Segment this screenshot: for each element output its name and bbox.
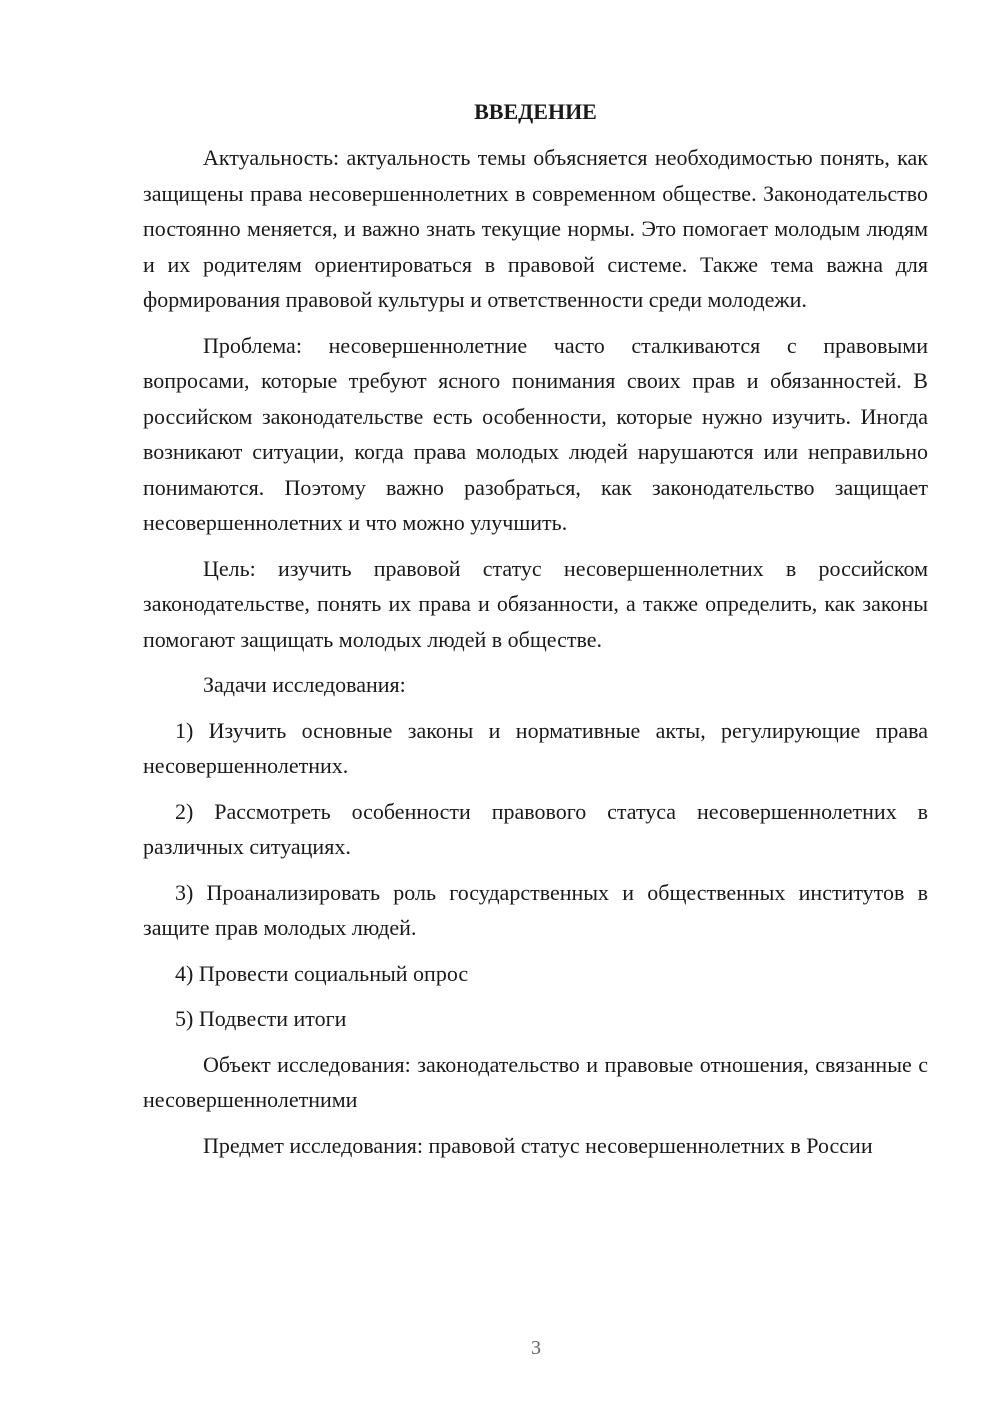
page-number: 3	[531, 1337, 541, 1359]
paragraph-relevance: Актуальность: актуальность темы объясняется необходимостью понять, как защищены права несовершеннолетних в современном обществе. Законодательство постоянно меняется, и важно знать текущие нормы. Это помогает молодым людям и их родителям ориентироваться в правовой системе. Также тема важна для формирования правовой культуры и ответственности среди молодежи.	[143, 145, 928, 312]
tasks-heading: Задачи исследования:	[203, 672, 406, 697]
paragraph-object: Объект исследования: законодательство и правовые отношения, связанные с несовершеннолетними	[143, 1051, 928, 1112]
task-item-4: 4) Провести социальный опрос	[175, 960, 469, 986]
paragraph-problem: Проблема: несовершеннолетние часто сталкиваются с правовыми вопросами, которые требуют ясного понимания своих прав и обязанностей. В российском законодательстве есть особенности, которые нужно изучить. Иногда возникают ситуации, когда права молодых людей нарушаются или неправильно понимаются. Поэтому важно разобраться, как законодательство защищает несовершеннолетних и что можно улучшить.	[143, 332, 928, 535]
section-title: ВВЕДЕНИЕ	[474, 99, 597, 124]
task-item-3: 3) Проанализировать роль государственных и общественных институтов в защите прав молодых людей.	[143, 879, 928, 940]
paragraph-goal: Цель: изучить правовой статус несовершеннолетних в российском законодательстве, понять их права и обязанности, а также определить, как законы помогают защищать молодых людей в обществе.	[143, 555, 928, 652]
task-item-5: 5) Подвести итоги	[175, 1006, 347, 1031]
page-content	[143, 94, 928, 1173]
paragraph-subject: Предмет исследования: правовой статус несовершеннолетних в России	[203, 1132, 873, 1158]
task-item-2: 2) Рассмотреть особенности правового статуса несовершеннолетних в различных ситуациях.	[143, 798, 928, 859]
task-item-1: 1) Изучить основные законы и нормативные акты, регулирующие права несовершеннолетних.	[143, 717, 928, 778]
